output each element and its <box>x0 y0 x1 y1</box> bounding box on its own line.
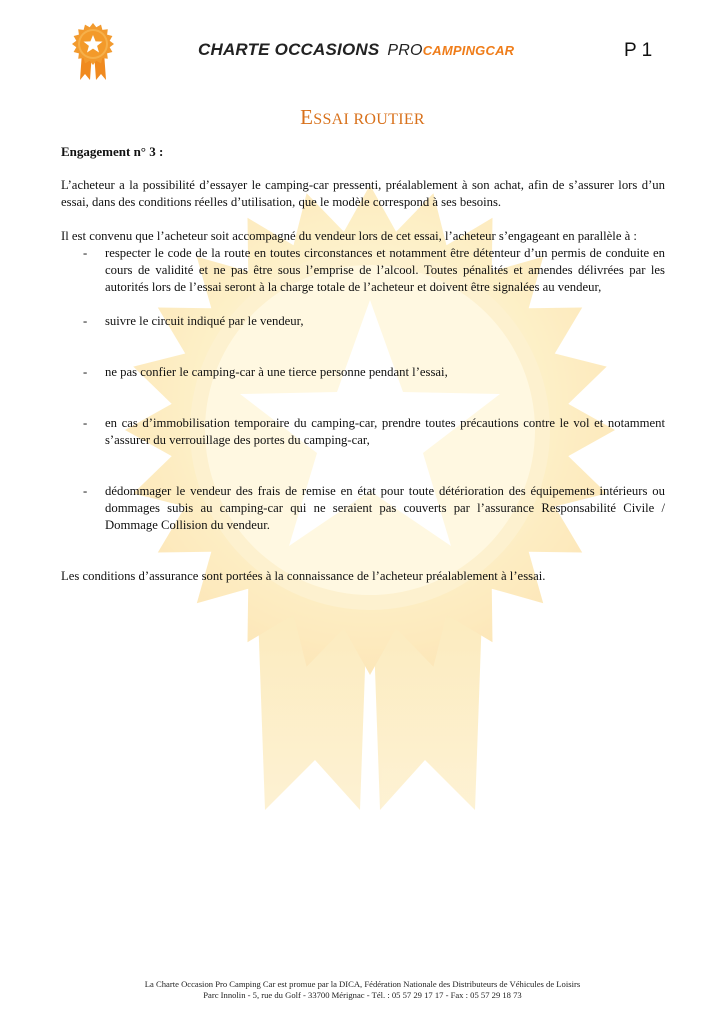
footer <box>0 979 725 1001</box>
section-title-initial: E <box>300 105 314 129</box>
charter-title-text: CHARTE OCCASIONS <box>198 40 380 59</box>
intro-paragraph: L’acheteur a la possibilité d’essayer le camping-car pressenti, préalablement à son achat, afin de s’assurer lors d’un essai, dans des conditions réelles d’utilisation, que le modèle correspond à ses besoins. <box>61 178 665 209</box>
section-title-rest: SSAI ROUTIER <box>313 111 425 128</box>
commitment-list <box>61 245 665 534</box>
list-item <box>61 245 665 296</box>
closing-paragraph: Les conditions d’assurance sont portées à la connaissance de l’acheteur préalablement à l’essai. <box>61 569 546 583</box>
list-item-text: ne pas confier le camping-car à une tierce personne pendant l’essai, <box>105 365 448 379</box>
list-item <box>61 483 665 534</box>
medal-star-icon <box>68 22 118 82</box>
brand-campingcar: CAMPINGCAR <box>422 43 515 58</box>
document-body <box>61 143 665 585</box>
list-item <box>61 415 665 449</box>
list-item-text: suivre le circuit indiqué par le vendeur, <box>105 314 304 328</box>
footer-line-promoter: La Charte Occasion Pro Camping Car est promue par la DICA, Fédération Nationale des Distributeurs de Véhicules de Loisirs <box>144 979 581 989</box>
charter-title <box>198 40 514 60</box>
list-item <box>61 313 665 330</box>
list-bullet: - <box>83 365 88 379</box>
brand-pro: PRO <box>387 42 423 59</box>
list-bullet: - <box>83 416 88 430</box>
footer-line-address: Parc Innolin - 5, rue du Golf - 33700 Mérignac - Tél. : 05 57 29 17 17 - Fax : 05 57 29 18 73 <box>203 990 522 1000</box>
engagement-heading: Engagement n° 3 : <box>61 144 164 159</box>
page-number: P 1 <box>624 40 653 61</box>
list-bullet: - <box>83 246 88 260</box>
commitment-paragraph: Il est convenu que l’acheteur soit accompagné du vendeur lors de cet essai, l’acheteur s’engageant en parallèle à : <box>61 229 637 243</box>
list-item-text: en cas d’immobilisation temporaire du camping-car, prendre toutes précautions contre le vol et notamment s’assurer du verrouillage des portes du camping-car, <box>105 416 665 447</box>
list-bullet: - <box>83 314 88 328</box>
list-item-text: respecter le code de la route en toutes circonstances et notamment être détenteur d’un permis de conduite en cours de validité et ne pas être sous l’emprise de l’alcool. Toutes pénalités et amendes délivrées par les autorités lors de l’essai seront à la charge totale de l’acheteur et doivent être signalées au vendeur, <box>105 246 665 294</box>
list-item-text: dédommager le vendeur des frais de remise en état pour toute détérioration des équipements intérieurs ou dommages subis au camping-car qui ne seraient pas couverts par l’assurance Responsabilité Civile / Dommage Collision du vendeur. <box>105 484 665 532</box>
section-title <box>0 105 725 130</box>
list-bullet: - <box>83 484 88 498</box>
list-item <box>61 364 665 381</box>
